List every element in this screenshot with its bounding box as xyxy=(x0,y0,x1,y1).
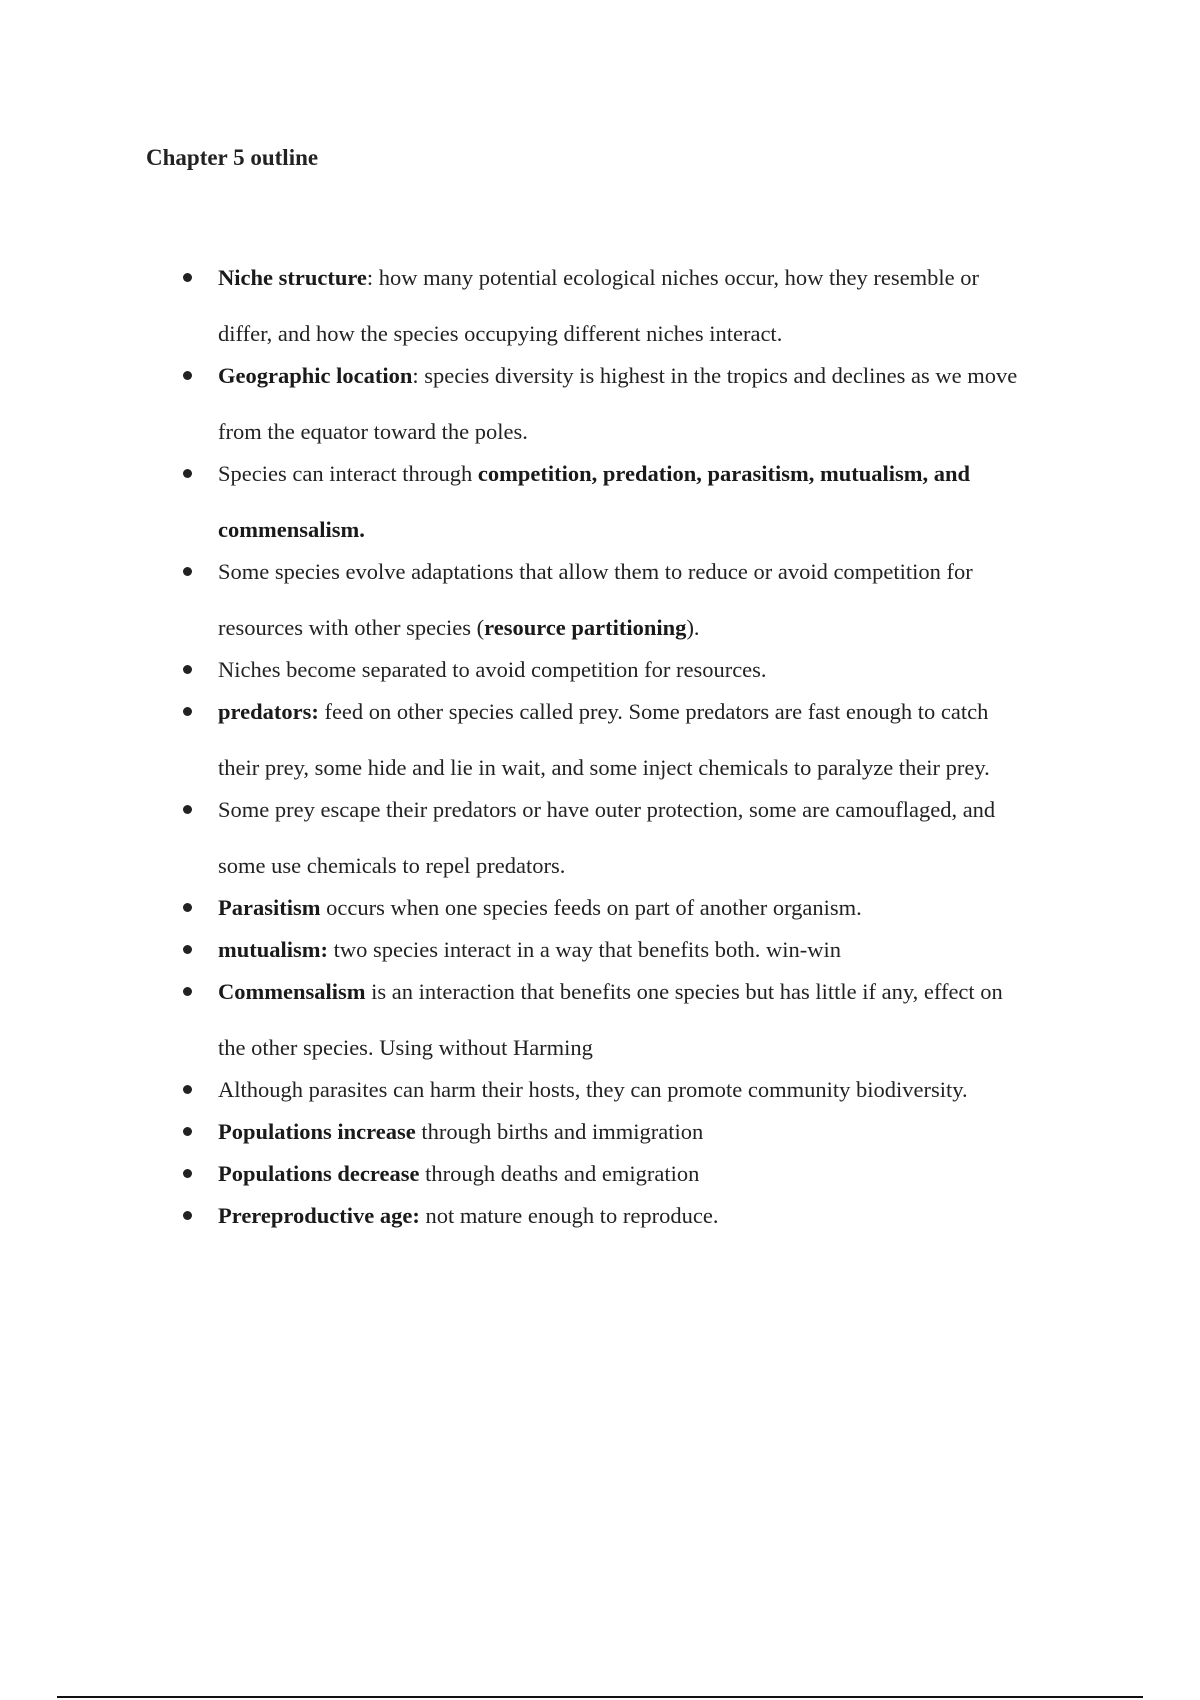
item-line xyxy=(218,446,1090,502)
item-continuation: from the equator toward the poles. xyxy=(218,419,528,444)
item-line xyxy=(218,964,1090,1020)
list-item xyxy=(0,684,1200,796)
list-item xyxy=(0,782,1200,894)
outline-list xyxy=(0,250,1200,1244)
bullet-icon xyxy=(183,273,192,282)
list-item xyxy=(0,1188,1200,1244)
item-text: through deaths and emigration xyxy=(419,1161,700,1186)
item-term: mutualism: xyxy=(218,937,329,962)
item-text: two species interact in a way that benefits both. win-win xyxy=(328,937,842,962)
bullet-icon xyxy=(183,1169,192,1178)
item-term: commensalism. xyxy=(218,517,365,542)
item-text: is an interaction that benefits one species but has little if any, effect on xyxy=(365,979,1003,1004)
footer-divider xyxy=(57,1696,1143,1698)
bullet-icon xyxy=(183,371,192,380)
item-term: Parasitism xyxy=(218,895,321,920)
bullet-icon xyxy=(183,945,192,954)
list-item xyxy=(0,544,1200,656)
item-term: Prereproductive age: xyxy=(218,1203,420,1228)
item-text: : species diversity is highest in the tropics and declines as we move xyxy=(412,363,1018,388)
item-line: Some prey escape their predators or have outer protection, some are camouflaged, and xyxy=(218,797,996,822)
item-text: resources with other species ( xyxy=(218,615,485,640)
bullet-icon xyxy=(183,1127,192,1136)
page-title: Chapter 5 outline xyxy=(146,145,319,170)
bullet-icon xyxy=(183,1085,192,1094)
item-text: : how many potential ecological niches occur, how they resemble or xyxy=(366,265,979,290)
item-term: resource partitioning xyxy=(484,615,687,640)
list-item xyxy=(0,348,1200,460)
item-continuation: differ, and how the species occupying different niches interact. xyxy=(218,321,783,346)
item-line: Niches become separated to avoid competition for resources. xyxy=(218,657,767,682)
item-text: feed on other species called prey. Some predators are fast enough to catch xyxy=(318,699,989,724)
item-text: through births and immigration xyxy=(415,1119,704,1144)
bullet-icon xyxy=(183,805,192,814)
item-text: ). xyxy=(686,615,700,640)
bullet-icon xyxy=(183,707,192,716)
item-continuation: some use chemicals to repel predators. xyxy=(218,853,566,878)
item-term: Commensalism xyxy=(218,979,366,1004)
item-term: Populations decrease xyxy=(218,1161,420,1186)
list-item xyxy=(0,964,1200,1076)
item-line: Some species evolve adaptations that allow them to reduce or avoid competition for xyxy=(218,559,973,584)
item-line: Although parasites can harm their hosts, they can promote community biodiversity. xyxy=(218,1077,968,1102)
item-continuation: the other species. Using without Harming xyxy=(218,1035,593,1060)
bullet-icon xyxy=(183,469,192,478)
bullet-icon xyxy=(183,665,192,674)
list-item xyxy=(0,446,1200,558)
item-line xyxy=(218,1188,1090,1244)
item-line xyxy=(218,250,1090,306)
item-text: occurs when one species feeds on part of another organism. xyxy=(320,895,862,920)
bullet-icon xyxy=(183,1211,192,1220)
item-term: Niche structure xyxy=(218,265,367,290)
item-text: Species can interact through xyxy=(218,461,478,486)
bullet-icon xyxy=(183,987,192,996)
item-line xyxy=(218,684,1090,740)
item-term: Populations increase xyxy=(218,1119,416,1144)
bullet-icon xyxy=(183,567,192,576)
item-continuation: their prey, some hide and lie in wait, and some inject chemicals to paralyze their prey. xyxy=(218,755,990,780)
item-term: competition, predation, parasitism, mutualism, and xyxy=(477,461,971,486)
item-text: not mature enough to reproduce. xyxy=(419,1203,719,1228)
item-term: Geographic location xyxy=(218,363,413,388)
item-term: predators: xyxy=(218,699,319,724)
bullet-icon xyxy=(183,903,192,912)
list-item xyxy=(0,250,1200,362)
item-line xyxy=(218,348,1090,404)
